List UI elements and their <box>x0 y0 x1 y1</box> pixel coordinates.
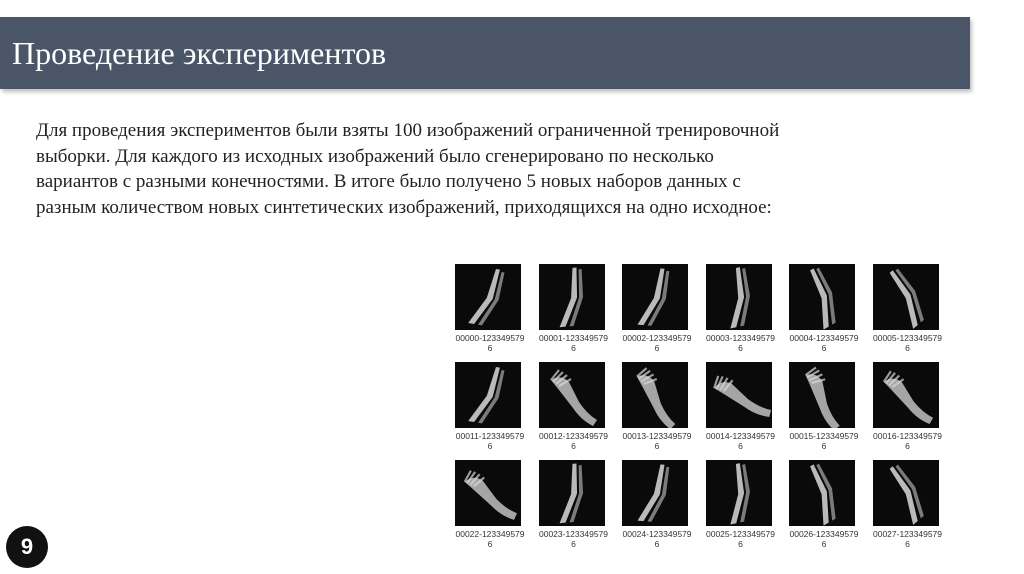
xray-arm-icon <box>873 264 939 330</box>
xray-thumbnail <box>703 360 773 454</box>
xray-thumbnail-label: 00011-123349579 6 <box>455 431 525 451</box>
xray-thumbnail <box>870 360 940 454</box>
xray-hand-icon <box>789 362 855 428</box>
xray-thumbnail <box>870 262 940 356</box>
page-number-badge: 9 <box>6 526 48 568</box>
xray-thumbnail-label: 00023-123349579 6 <box>538 529 608 549</box>
xray-thumbnail-label: 00004-123349579 6 <box>789 333 859 353</box>
xray-thumbnail-label: 00013-123349579 6 <box>622 431 692 451</box>
xray-thumbnail <box>452 360 525 454</box>
xray-arm-icon <box>539 460 605 526</box>
slide-body-text: Для проведения экспериментов были взяты 100 изображений ограниченной тренировочной выборки. Для каждого из исходных изображений было сгенерировано по несколько вариантов с разными конечностями. В итоге было получено 5 новых наборов данных с разным количеством новых синтетических изображений, приходящихся на одно исходное: <box>36 120 780 218</box>
xray-thumbnail <box>870 458 940 552</box>
xray-thumbnail-label: 00014-123349579 6 <box>705 431 775 451</box>
xray-thumbnail-label: 00022-123349579 6 <box>455 529 525 549</box>
xray-thumbnail-label: 00001-123349579 6 <box>538 333 608 353</box>
xray-arm-icon <box>873 460 939 526</box>
xray-thumbnail-label: 00002-123349579 6 <box>622 333 692 353</box>
xray-hand-icon <box>455 460 521 526</box>
xray-hand-icon <box>873 362 939 428</box>
xray-arm-icon <box>622 264 688 330</box>
xray-thumbnail <box>786 360 859 454</box>
xray-arm-icon <box>539 264 605 330</box>
xray-thumbnail <box>619 262 692 356</box>
xray-thumbnail-label: 00005-123349579 6 <box>872 333 942 353</box>
xray-arm-icon <box>789 264 855 330</box>
xray-thumbnail <box>703 262 773 356</box>
xray-thumbnail-label: 00024-123349579 6 <box>622 529 692 549</box>
xray-thumbnail-label: 00012-123349579 6 <box>538 431 608 451</box>
xray-thumbnail <box>452 262 525 356</box>
slide-title: Проведение экспериментов <box>12 35 387 71</box>
xray-thumbnail-label: 00027-123349579 6 <box>872 529 942 549</box>
xray-thumbnail <box>703 458 773 552</box>
xray-hand-icon <box>706 362 772 428</box>
xray-thumbnail-label: 00000-123349579 6 <box>455 333 525 353</box>
xray-thumbnail <box>619 360 692 454</box>
xray-arm-icon <box>706 264 772 330</box>
xray-thumbnail-label: 00003-123349579 6 <box>705 333 775 353</box>
xray-thumbnail <box>452 458 525 552</box>
xray-hand-icon <box>622 362 688 428</box>
xray-arm-icon <box>455 264 521 330</box>
xray-thumbnail-label: 00015-123349579 6 <box>789 431 859 451</box>
xray-thumbnail <box>536 360 606 454</box>
xray-thumbnail-label: 00025-123349579 6 <box>705 529 775 549</box>
xray-thumbnail <box>786 458 859 552</box>
xray-thumbnail <box>536 262 606 356</box>
xray-arm-icon <box>789 460 855 526</box>
xray-arm-icon <box>706 460 772 526</box>
xray-thumbnail <box>536 458 606 552</box>
title-bar <box>0 17 970 89</box>
xray-thumbnail <box>786 262 859 356</box>
xray-arm-icon <box>455 362 521 428</box>
xray-arm-icon <box>622 460 688 526</box>
xray-thumbnail <box>619 458 692 552</box>
xray-thumbnail-label: 00016-123349579 6 <box>872 431 942 451</box>
xray-hand-icon <box>539 362 605 428</box>
xray-thumbnail-label: 00026-123349579 6 <box>789 529 859 549</box>
